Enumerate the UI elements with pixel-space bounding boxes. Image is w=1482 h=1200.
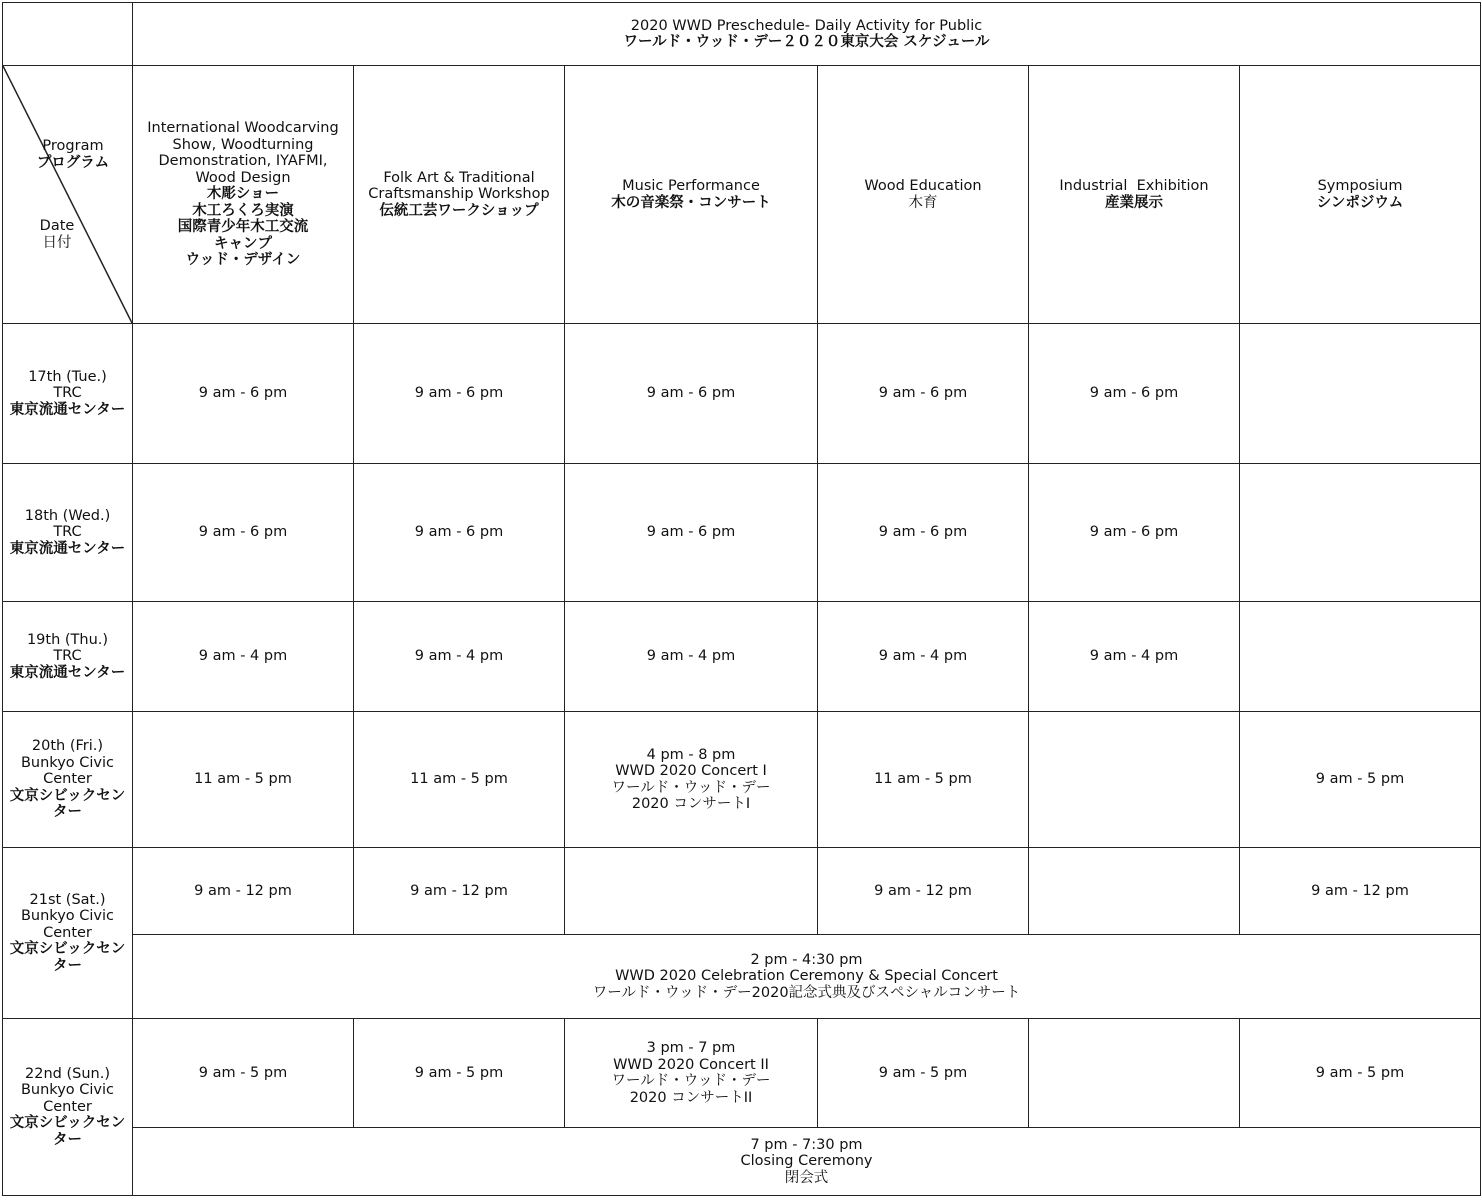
time-cell: 9 am - 4 pm [565, 602, 818, 712]
title-ja: ワールド・ウッド・デー２０２０東京大会 スケジュール [623, 34, 990, 50]
column-header-woodcarving [133, 66, 354, 324]
time-cell: 9 am - 12 pm [133, 848, 354, 935]
time-cell: 9 am - 6 pm [133, 324, 354, 464]
header-line: Symposium [1317, 178, 1403, 194]
date-cell [3, 848, 133, 1019]
date-cell [3, 464, 133, 602]
schedule-table [2, 2, 1481, 1196]
concert-1-cell [565, 712, 818, 848]
venue-ja-text: ター [53, 957, 82, 974]
time-cell: 11 am - 5 pm [818, 712, 1029, 848]
venue-ja-text: 東京流通センター [9, 664, 126, 681]
venue-text: Center [43, 771, 92, 788]
table-row [3, 602, 1481, 712]
header-row [3, 66, 1481, 324]
venue-text: Center [43, 1098, 92, 1115]
header-line: Demonstration, IYAFMI, [158, 153, 328, 170]
date-text: 20th (Fri.) [31, 738, 104, 755]
date-label-en: Date [39, 218, 75, 234]
event-line: 2020 コンサートI [631, 796, 751, 812]
time-cell: 9 am - 6 pm [354, 324, 565, 464]
date-label-ja: 日付 [42, 234, 72, 251]
venue-ja-text: ター [53, 1131, 82, 1148]
venue-text: TRC [53, 524, 82, 541]
time-cell: 9 am - 12 pm [1240, 848, 1481, 935]
event-line: ワールド・ウッド・デー [611, 1073, 771, 1089]
closing-ceremony-cell [133, 1128, 1481, 1196]
venue-text: Bunkyo Civic [20, 754, 114, 771]
program-label [23, 138, 123, 171]
venue-text: Center [43, 924, 92, 941]
event-line: 4 pm - 8 pm [646, 746, 736, 763]
time-cell: 9 am - 12 pm [818, 848, 1029, 935]
venue-ja-text: 文京シビックセン [9, 787, 126, 804]
event-line: 閉会式 [784, 1169, 829, 1186]
title-row [3, 3, 1481, 66]
empty-cell [1240, 324, 1481, 464]
time-cell: 9 am - 6 pm [818, 464, 1029, 602]
venue-ja-text: 東京流通センター [9, 401, 126, 418]
header-line-ja: 木工ろくろ実演 [192, 202, 294, 219]
header-line-ja: 国際青少年木工交流 [177, 219, 309, 236]
event-line: WWD 2020 Concert II [613, 1056, 769, 1073]
empty-cell [1029, 848, 1240, 935]
date-text: 18th (Wed.) [24, 507, 111, 524]
time-cell: 9 am - 5 pm [133, 1019, 354, 1128]
date-cell [3, 1019, 133, 1196]
time-cell: 9 am - 6 pm [565, 464, 818, 602]
time-cell: 9 am - 6 pm [133, 464, 354, 602]
header-line-ja: 伝統工芸ワークショップ [379, 202, 539, 219]
table-row [3, 324, 1481, 464]
header-line-ja: ウッド・デザイン [185, 252, 301, 269]
date-text: 17th (Tue.) [28, 368, 107, 385]
table-row [3, 935, 1481, 1019]
venue-text: TRC [53, 385, 82, 402]
event-line: WWD 2020 Concert I [615, 763, 767, 779]
venue-text: Bunkyo Civic [20, 1082, 114, 1099]
event-line: 2 pm - 4:30 pm [750, 951, 863, 968]
venue-ja-text: 東京流通センター [9, 540, 126, 557]
header-line: Industrial Exhibition [1059, 178, 1209, 194]
title-en: 2020 WWD Preschedule- Daily Activity for Public [630, 17, 983, 34]
header-line: Wood Education [864, 178, 982, 194]
column-header-wood-education [818, 66, 1029, 324]
venue-ja-text: ター [53, 804, 82, 821]
time-cell: 9 am - 6 pm [818, 324, 1029, 464]
event-line: Closing Ceremony [740, 1153, 873, 1170]
time-cell: 9 am - 5 pm [1240, 1019, 1481, 1128]
header-line-ja: 産業展示 [1105, 194, 1163, 211]
header-line: Folk Art & Traditional [383, 169, 535, 186]
table-row [3, 464, 1481, 602]
time-cell: 9 am - 4 pm [354, 602, 565, 712]
event-line: ワールド・ウッド・デー2020記念式典及びスペシャルコンサート [592, 984, 1021, 1001]
empty-cell [1240, 464, 1481, 602]
table-row [3, 848, 1481, 935]
time-cell: 9 am - 6 pm [1029, 464, 1240, 602]
empty-cell [1240, 602, 1481, 712]
column-header-folk-art [354, 66, 565, 324]
time-cell: 9 am - 6 pm [565, 324, 818, 464]
time-cell: 9 am - 4 pm [133, 602, 354, 712]
event-line: 7 pm - 7:30 pm [750, 1136, 863, 1153]
blank-corner-cell [3, 3, 133, 66]
venue-text: Bunkyo Civic [20, 908, 114, 925]
column-header-symposium [1240, 66, 1481, 324]
header-line-ja: 木彫ショー [206, 186, 280, 203]
column-header-industrial [1029, 66, 1240, 324]
date-text: 22nd (Sun.) [25, 1065, 110, 1082]
diagonal-header-cell [3, 66, 133, 324]
header-line-ja: 木育 [908, 194, 938, 211]
date-text: 21st (Sat.) [29, 891, 106, 908]
header-line: Wood Design [195, 169, 291, 186]
date-cell [3, 602, 133, 712]
venue-text: TRC [53, 648, 82, 665]
empty-cell [1029, 712, 1240, 848]
venue-ja-text: 文京シビックセン [9, 941, 126, 958]
event-line: 3 pm - 7 pm [646, 1040, 736, 1056]
diagonal-line [3, 66, 132, 323]
table-row [3, 712, 1481, 848]
time-cell: 9 am - 5 pm [818, 1019, 1029, 1128]
time-cell: 9 am - 4 pm [1029, 602, 1240, 712]
time-cell: 9 am - 5 pm [1240, 712, 1481, 848]
time-cell: 9 am - 5 pm [354, 1019, 565, 1128]
header-line: International Woodcarving [147, 120, 339, 137]
empty-cell [565, 848, 818, 935]
time-cell: 11 am - 5 pm [354, 712, 565, 848]
date-cell [3, 324, 133, 464]
header-line: Show, Woodturning [172, 136, 314, 153]
date-text: 19th (Thu.) [26, 631, 109, 648]
header-line: Music Performance [622, 178, 760, 194]
event-line: 2020 コンサートII [629, 1089, 753, 1106]
table-row [3, 1019, 1481, 1128]
time-cell: 9 am - 12 pm [354, 848, 565, 935]
event-line: ワールド・ウッド・デー [611, 779, 771, 796]
celebration-cell [133, 935, 1481, 1019]
header-line-ja: シンポジウム [1316, 194, 1404, 211]
concert-2-cell [565, 1019, 818, 1128]
header-line-ja: 木の音楽祭・コンサート [611, 194, 771, 211]
title-cell [133, 3, 1481, 66]
date-label [17, 218, 97, 251]
date-cell [3, 712, 133, 848]
time-cell: 11 am - 5 pm [133, 712, 354, 848]
empty-cell [1029, 1019, 1240, 1128]
header-line-ja: キャンプ [214, 235, 272, 252]
program-label-ja: プログラム [36, 154, 110, 171]
venue-ja-text: 文京シビックセン [9, 1115, 126, 1132]
time-cell: 9 am - 6 pm [354, 464, 565, 602]
event-line: WWD 2020 Celebration Ceremony & Special Concert [615, 968, 998, 985]
header-line: Craftsmanship Workshop [368, 186, 550, 203]
time-cell: 9 am - 4 pm [818, 602, 1029, 712]
column-header-music [565, 66, 818, 324]
time-cell: 9 am - 6 pm [1029, 324, 1240, 464]
table-row [3, 1128, 1481, 1196]
program-label-en: Program [42, 138, 104, 154]
